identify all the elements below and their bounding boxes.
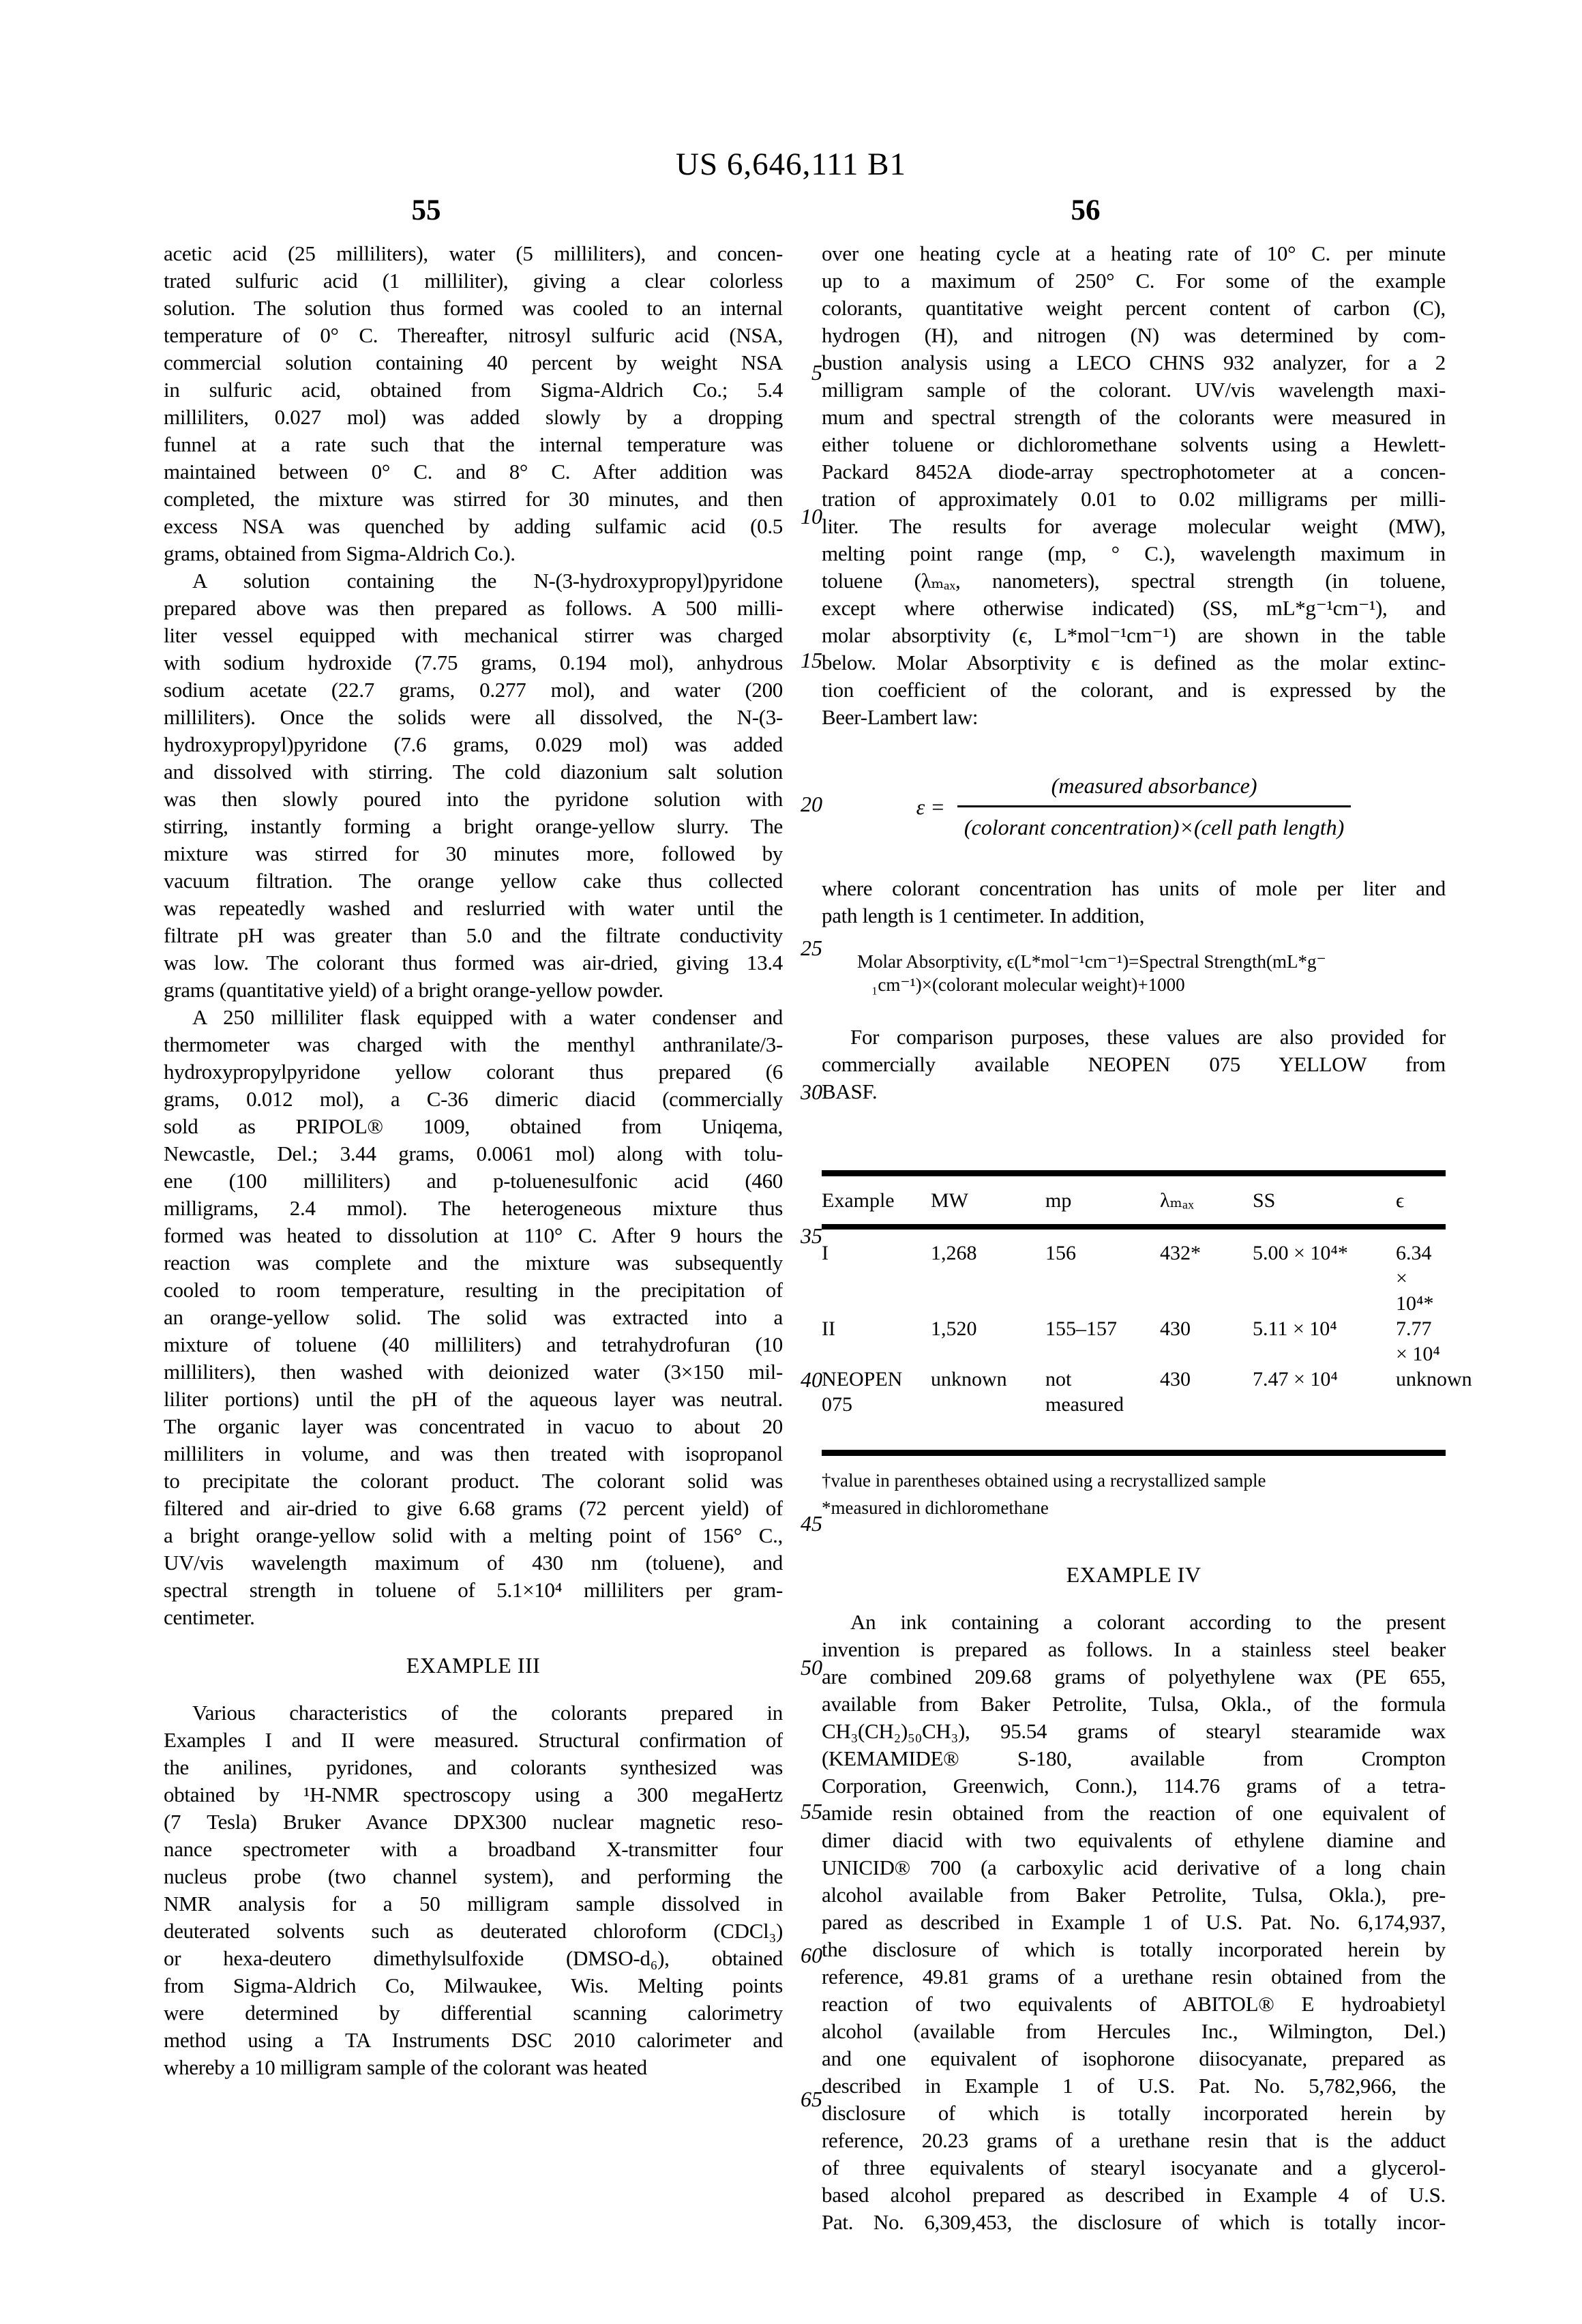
text-line: was then slowly poured into the pyridone solution with bbox=[164, 787, 783, 811]
text-line: hydroxypropylpyridone yellow colorant thus prepared (6 bbox=[164, 1060, 783, 1084]
table-cell: not measured bbox=[1045, 1368, 1124, 1416]
text-line: acetic acid (25 milliliters), water (5 milliliters), and concen- bbox=[164, 241, 783, 265]
equation-numerator: (measured absorbance) bbox=[1051, 773, 1257, 798]
text-line: The organic layer was concentrated in vacuo to about 20 bbox=[164, 1414, 783, 1438]
text-line: Molar Absorptivity, ϵ(L*mol⁻¹cm⁻¹)=Spectral Strength(mL*g⁻ bbox=[857, 951, 1326, 972]
text-line: prepared above was then prepared as follows. A 500 milli- bbox=[164, 596, 783, 620]
beer-lambert-equation bbox=[822, 772, 1446, 841]
table-header-cell: mp bbox=[1045, 1189, 1072, 1212]
text-line: reaction of two equivalents of ABITOL® E hydroabietyl bbox=[822, 1992, 1446, 2016]
text-line: commercial solution containing 40 percent by weight NSA bbox=[164, 351, 783, 374]
text-line: nance spectrometer with a broadband X-transmitter four bbox=[164, 1837, 783, 1861]
text-line: described in Example 1 of U.S. Pat. No. 5,782,966, the bbox=[822, 2074, 1446, 2098]
equation-lhs: ε = bbox=[916, 794, 945, 819]
text-line: vacuum filtration. The orange yellow cake thus collected bbox=[164, 869, 783, 893]
text-line: Beer-Lambert law: bbox=[822, 705, 979, 729]
text-line: UNICID® 700 (a carboxylic acid derivative of a long chain bbox=[822, 1856, 1446, 1879]
text-line: cooled to room temperature, resulting in the precipitation of bbox=[164, 1278, 783, 1302]
table-cell: 5.11 × 10⁴ bbox=[1253, 1317, 1337, 1340]
line-number: 60 bbox=[801, 1943, 822, 1967]
text-line: method using a TA Instruments DSC 2010 calorimeter and bbox=[164, 2028, 783, 2052]
line-number: 55 bbox=[801, 1799, 822, 1823]
right-column bbox=[822, 240, 1472, 2236]
line-number: 30 bbox=[801, 1079, 822, 1104]
text-line: in sulfuric acid, obtained from Sigma-Aldrich Co.; 5.4 bbox=[164, 378, 783, 402]
text-line: liliter portions) until the pH of the aqueous layer was neutral. bbox=[164, 1387, 783, 1411]
text-line: from Sigma-Aldrich Co, Milwaukee, Wis. Melting points bbox=[164, 1973, 783, 1997]
table-cell: 1,520 bbox=[931, 1317, 977, 1340]
text-line: amide resin obtained from the reaction of one equivalent of bbox=[822, 1801, 1446, 1825]
text-line: melting point range (mp, ° C.), wavelength maximum in bbox=[822, 541, 1446, 565]
table-cell: II bbox=[822, 1317, 835, 1340]
text-line: either toluene or dichloromethane solvents using a Hewlett- bbox=[822, 432, 1446, 456]
text-line: BASF. bbox=[822, 1079, 878, 1103]
table-cell: 7.47 × 10⁴ bbox=[1253, 1368, 1338, 1390]
line-number: 10 bbox=[801, 504, 822, 528]
text-line: excess NSA was quenched by adding sulfamic acid (0.5 bbox=[164, 514, 783, 538]
text-line: an orange-yellow solid. The solid was extracted into a bbox=[164, 1305, 783, 1329]
table-footnote: †value in parentheses obtained using a recrystallized sample bbox=[822, 1470, 1266, 1491]
text-line: hydrogen (H), and nitrogen (N) was determined by com- bbox=[822, 323, 1446, 347]
text-line: of three equivalents of stearyl isocyanate and a glycerol- bbox=[822, 2156, 1446, 2179]
results-table bbox=[822, 1170, 1472, 1456]
text-line: mixture was stirred for 30 minutes more, followed by bbox=[164, 841, 783, 865]
column-number-left: 55 bbox=[411, 194, 441, 226]
text-line: whereby a 10 milligram sample of the colorant was heated bbox=[164, 2055, 647, 2079]
text-line: reference, 20.23 grams of a urethane resin that is the adduct bbox=[822, 2128, 1446, 2152]
text-line: colorants, quantitative weight percent content of carbon (C), bbox=[822, 296, 1446, 320]
text-line: Newcastle, Del.; 3.44 grams, 0.0061 mol) along with tolu- bbox=[164, 1142, 783, 1165]
text-line: liter. The results for average molecular weight (MW), bbox=[822, 514, 1446, 538]
line-number: 15 bbox=[801, 648, 822, 672]
table-cell: 432* bbox=[1160, 1242, 1201, 1264]
table-header-row bbox=[822, 1176, 1446, 1230]
left-column bbox=[164, 240, 783, 2081]
text-line: UV/vis wavelength maximum of 430 nm (toluene), and bbox=[164, 1551, 783, 1575]
text-line: (7 Tesla) Bruker Avance DPX300 nuclear magnetic reso- bbox=[164, 1810, 783, 1834]
text-line: solution. The solution thus formed was cooled to an internal bbox=[164, 296, 783, 320]
table-footnotes bbox=[822, 1467, 1446, 1521]
text-line: mixture of toluene (40 milliliters) and tetrahydrofuran (10 bbox=[164, 1332, 783, 1356]
table-cell: 430 bbox=[1160, 1317, 1191, 1340]
text-line: grams, 0.012 mol), a C-36 dimeric diacid (commercially bbox=[164, 1087, 783, 1111]
text-line: the disclosure of which is totally incorporated herein by bbox=[822, 1937, 1446, 1961]
text-line: bustion analysis using a LECO CHNS 932 analyzer, for a 2 bbox=[822, 351, 1446, 374]
text-line: up to a maximum of 250° C. For some of the example bbox=[822, 269, 1446, 293]
text-line: maintained between 0° C. and 8° C. After addition was bbox=[164, 460, 783, 483]
text-line: For comparison purposes, these values are also provided for bbox=[850, 1025, 1446, 1049]
text-line: based alcohol prepared as described in Example 4 of U.S. bbox=[822, 2183, 1446, 2207]
text-line: funnel at a rate such that the internal temperature was bbox=[164, 432, 783, 456]
text-line: sodium acetate (22.7 grams, 0.277 mol), and water (200 bbox=[164, 678, 783, 702]
text-line: obtained by ¹H-NMR spectroscopy using a 300 megaHertz bbox=[164, 1783, 783, 1806]
text-line: alcohol available from Baker Petrolite, Tulsa, Okla.), pre- bbox=[822, 1883, 1446, 1907]
table-cell: 7.77 × 10⁴ bbox=[1396, 1317, 1440, 1365]
table-body bbox=[822, 1230, 1472, 1456]
table-footnote: *measured in dichloromethane bbox=[822, 1498, 1049, 1518]
line-number: 5 bbox=[811, 360, 822, 385]
table-cell: NEOPEN 075 bbox=[822, 1368, 903, 1416]
text-line: dimer diacid with two equivalents of ethylene diamine and bbox=[822, 1828, 1446, 1852]
text-line: toluene (λₘₐₓ, nanometers), spectral strength (in toluene, bbox=[822, 569, 1446, 593]
text-line: spectral strength in toluene of 5.1×10⁴ milliliters per gram- bbox=[164, 1578, 783, 1602]
line-number: 25 bbox=[801, 936, 822, 960]
text-line: path length is 1 centimeter. In addition, bbox=[822, 904, 1145, 927]
line-number: 20 bbox=[801, 792, 822, 816]
equation-denominator: (colorant concentration)×(cell path length) bbox=[957, 805, 1351, 841]
text-line: centimeter. bbox=[164, 1605, 255, 1629]
right-column-part2 bbox=[822, 875, 1446, 929]
text-line: Packard 8452A diode-array spectrophotometer at a concen- bbox=[822, 460, 1446, 483]
text-line: pared as described in Example 1 of U.S. Pat. No. 6,174,937, bbox=[822, 1910, 1446, 1934]
text-line: available from Baker Petrolite, Tulsa, Okla., of the formula bbox=[822, 1692, 1446, 1716]
text-line: are combined 209.68 grams of polyethylene wax (PE 655, bbox=[822, 1665, 1446, 1688]
table-cell: 1,268 bbox=[931, 1242, 977, 1264]
text-line bbox=[822, 1588, 1446, 1609]
text-line: hydroxypropyl)pyridone (7.6 grams, 0.029 mol) was added bbox=[164, 732, 783, 756]
text-line: and one equivalent of isophorone diisocyanate, prepared as bbox=[822, 2046, 1446, 2070]
section-heading: EXAMPLE III bbox=[406, 1653, 541, 1678]
text-line bbox=[164, 1679, 783, 1699]
text-line: Corporation, Greenwich, Conn.), 114.76 grams of a tetra- bbox=[822, 1774, 1446, 1798]
right-column-part4 bbox=[822, 1561, 1446, 2236]
table-row bbox=[822, 1316, 1446, 1367]
text-line: deuterated solvents such as deuterated chloroform (CDCl₃) bbox=[164, 1919, 783, 1943]
text-line: were determined by differential scanning calorimetry bbox=[164, 2001, 783, 2025]
table-cell: 156 bbox=[1045, 1242, 1076, 1264]
equation bbox=[916, 772, 1352, 841]
line-number: 45 bbox=[801, 1511, 822, 1536]
text-line: tration of approximately 0.01 to 0.02 milligrams per milli- bbox=[822, 487, 1446, 511]
text-line: invention is prepared as follows. In a stainless steel beaker bbox=[822, 1637, 1446, 1661]
text-line: commercially available NEOPEN 075 YELLOW from bbox=[822, 1052, 1446, 1076]
table-cell: 5.00 × 10⁴* bbox=[1253, 1242, 1348, 1264]
text-line: A solution containing the N-(3-hydroxypropyl)pyridone bbox=[192, 569, 783, 593]
text-line: alcohol (available from Hercules Inc., Wilmington, Del.) bbox=[822, 2019, 1446, 2043]
text-line: ene (100 milliliters) and p-toluenesulfonic acid (460 bbox=[164, 1169, 783, 1193]
table-cell: unknown bbox=[1396, 1368, 1472, 1390]
table-cell: 430 bbox=[1160, 1368, 1191, 1390]
table-header-cell: SS bbox=[1253, 1189, 1276, 1212]
text-line: milliliters). Once the solids were all dissolved, the N-(3- bbox=[164, 705, 783, 729]
table-cell: unknown bbox=[931, 1368, 1007, 1390]
text-line: a bright orange-yellow solid with a melting point of 156° C., bbox=[164, 1523, 783, 1547]
text-line: An ink containing a colorant according to the present bbox=[850, 1610, 1446, 1634]
text-line: disclosure of which is totally incorporated herein by bbox=[822, 2101, 1446, 2125]
table-header-cell: λₘₐₓ bbox=[1160, 1189, 1194, 1212]
text-line: NMR analysis for a 50 milligram sample dissolved in bbox=[164, 1892, 783, 1916]
text-line: to precipitate the colorant product. The colorant solid was bbox=[164, 1469, 783, 1493]
table-cell: 6.34 × 10⁴* bbox=[1396, 1242, 1434, 1315]
text-line: milliliters, 0.027 mol) was added slowly by a dropping bbox=[164, 405, 783, 429]
table-cell: 155–157 bbox=[1045, 1317, 1117, 1340]
text-line: milligram sample of the colorant. UV/vis wavelength maxi- bbox=[822, 378, 1446, 402]
text-line: formed was heated to dissolution at 110° C. After 9 hours the bbox=[164, 1223, 783, 1247]
text-line: thermometer was charged with the menthyl anthranilate/3- bbox=[164, 1032, 783, 1056]
text-line: liter vessel equipped with mechanical stirrer was charged bbox=[164, 623, 783, 647]
text-line: stirring, instantly forming a bright orange-yellow slurry. The bbox=[164, 814, 783, 838]
text-line: except where otherwise indicated) (SS, mL*g⁻¹cm⁻¹), and bbox=[822, 596, 1446, 620]
equation-fraction bbox=[957, 772, 1351, 841]
text-line: trated sulfuric acid (1 milliliter), giving a clear colorless bbox=[164, 269, 783, 293]
text-line: A 250 milliliter flask equipped with a water condenser and bbox=[192, 1005, 783, 1029]
line-number: 40 bbox=[801, 1367, 822, 1392]
table-header-cell: Example bbox=[822, 1189, 895, 1212]
text-line: grams (quantitative yield) of a bright orange-yellow powder. bbox=[164, 978, 663, 1002]
text-line: milligrams, 2.4 mmol). The heterogeneous mixture thus bbox=[164, 1196, 783, 1220]
table-cell: I bbox=[822, 1242, 829, 1264]
text-line: was repeatedly washed and reslurried with water until the bbox=[164, 896, 783, 920]
line-number: 50 bbox=[801, 1655, 822, 1680]
patent-number: US 6,646,111 B1 bbox=[676, 147, 906, 182]
text-line: filtered and air-dried to give 6.68 grams (72 percent yield) of bbox=[164, 1496, 783, 1520]
text-line: molar absorptivity (ϵ, L*mol⁻¹cm⁻¹) are shown in the table bbox=[822, 623, 1446, 647]
right-column-part1 bbox=[822, 240, 1446, 731]
text-line: below. Molar Absorptivity ϵ is defined as the molar extinc- bbox=[822, 651, 1446, 674]
text-line: (KEMAMIDE® S-180, available from Crompton bbox=[822, 1746, 1446, 1770]
text-line: mum and spectral strength of the colorants were measured in bbox=[822, 405, 1446, 429]
table-row bbox=[822, 1367, 1472, 1417]
line-number: 35 bbox=[801, 1223, 822, 1248]
text-line: Pat. No. 6,309,453, the disclosure of which is totally incor- bbox=[822, 2210, 1446, 2234]
text-line: or hexa-deutero dimethylsulfoxide (DMSO-d₆), obtained bbox=[164, 1946, 783, 1970]
table-header-cell: ϵ bbox=[1396, 1189, 1405, 1212]
text-line: ₁cm⁻¹)×(colorant molecular weight)+1000 bbox=[871, 974, 1185, 995]
column-number-right: 56 bbox=[1071, 194, 1101, 226]
text-line: filtrate pH was greater than 5.0 and the filtrate conductivity bbox=[164, 923, 783, 947]
text-line: grams, obtained from Sigma-Aldrich Co.). bbox=[164, 541, 516, 565]
text-line bbox=[164, 1631, 783, 1652]
text-line: completed, the mixture was stirred for 30 minutes, and then bbox=[164, 487, 783, 511]
text-line: and dissolved with stirring. The cold diazonium salt solution bbox=[164, 760, 783, 784]
text-line: milliliters in volume, and was then treated with isopropanol bbox=[164, 1442, 783, 1465]
text-line: the anilines, pyridones, and colorants synthesized was bbox=[164, 1755, 783, 1779]
text-line: milliliters), then washed with deionized water (3×150 mil- bbox=[164, 1360, 783, 1384]
section-heading: EXAMPLE IV bbox=[1066, 1562, 1202, 1587]
line-number: 65 bbox=[801, 2087, 822, 2111]
text-line: CH₃(CH₂)₅₀CH₃), 95.54 grams of stearyl stearamide wax bbox=[822, 1719, 1446, 1743]
text-line: Examples I and II were measured. Structural confirmation of bbox=[164, 1728, 783, 1752]
table-row bbox=[822, 1240, 1446, 1316]
text-line: sold as PRIPOL® 1009, obtained from Uniqema, bbox=[164, 1114, 783, 1138]
text-line: was low. The colorant thus formed was air-dried, giving 13.4 bbox=[164, 951, 783, 974]
text-line: reaction was complete and the mixture was subsequently bbox=[164, 1251, 783, 1275]
text-line: where colorant concentration has units of mole per liter and bbox=[822, 876, 1446, 900]
molar-absorptivity-formula bbox=[822, 950, 1446, 996]
text-line: reference, 49.81 grams of a urethane resin obtained from the bbox=[822, 1965, 1446, 1988]
text-line: with sodium hydroxide (7.75 grams, 0.194 mol), anhydrous bbox=[164, 651, 783, 674]
text-line: tion coefficient of the colorant, and is expressed by the bbox=[822, 678, 1446, 702]
text-line: Various characteristics of the colorants prepared in bbox=[192, 1701, 783, 1725]
right-column-part3 bbox=[822, 1024, 1446, 1105]
table-header-cell: MW bbox=[931, 1189, 968, 1212]
text-line: temperature of 0° C. Thereafter, nitrosyl sulfuric acid (NSA, bbox=[164, 323, 783, 347]
text-line: nucleus probe (two channel system), and performing the bbox=[164, 1864, 783, 1888]
text-line: over one heating cycle at a heating rate of 10° C. per minute bbox=[822, 241, 1446, 265]
